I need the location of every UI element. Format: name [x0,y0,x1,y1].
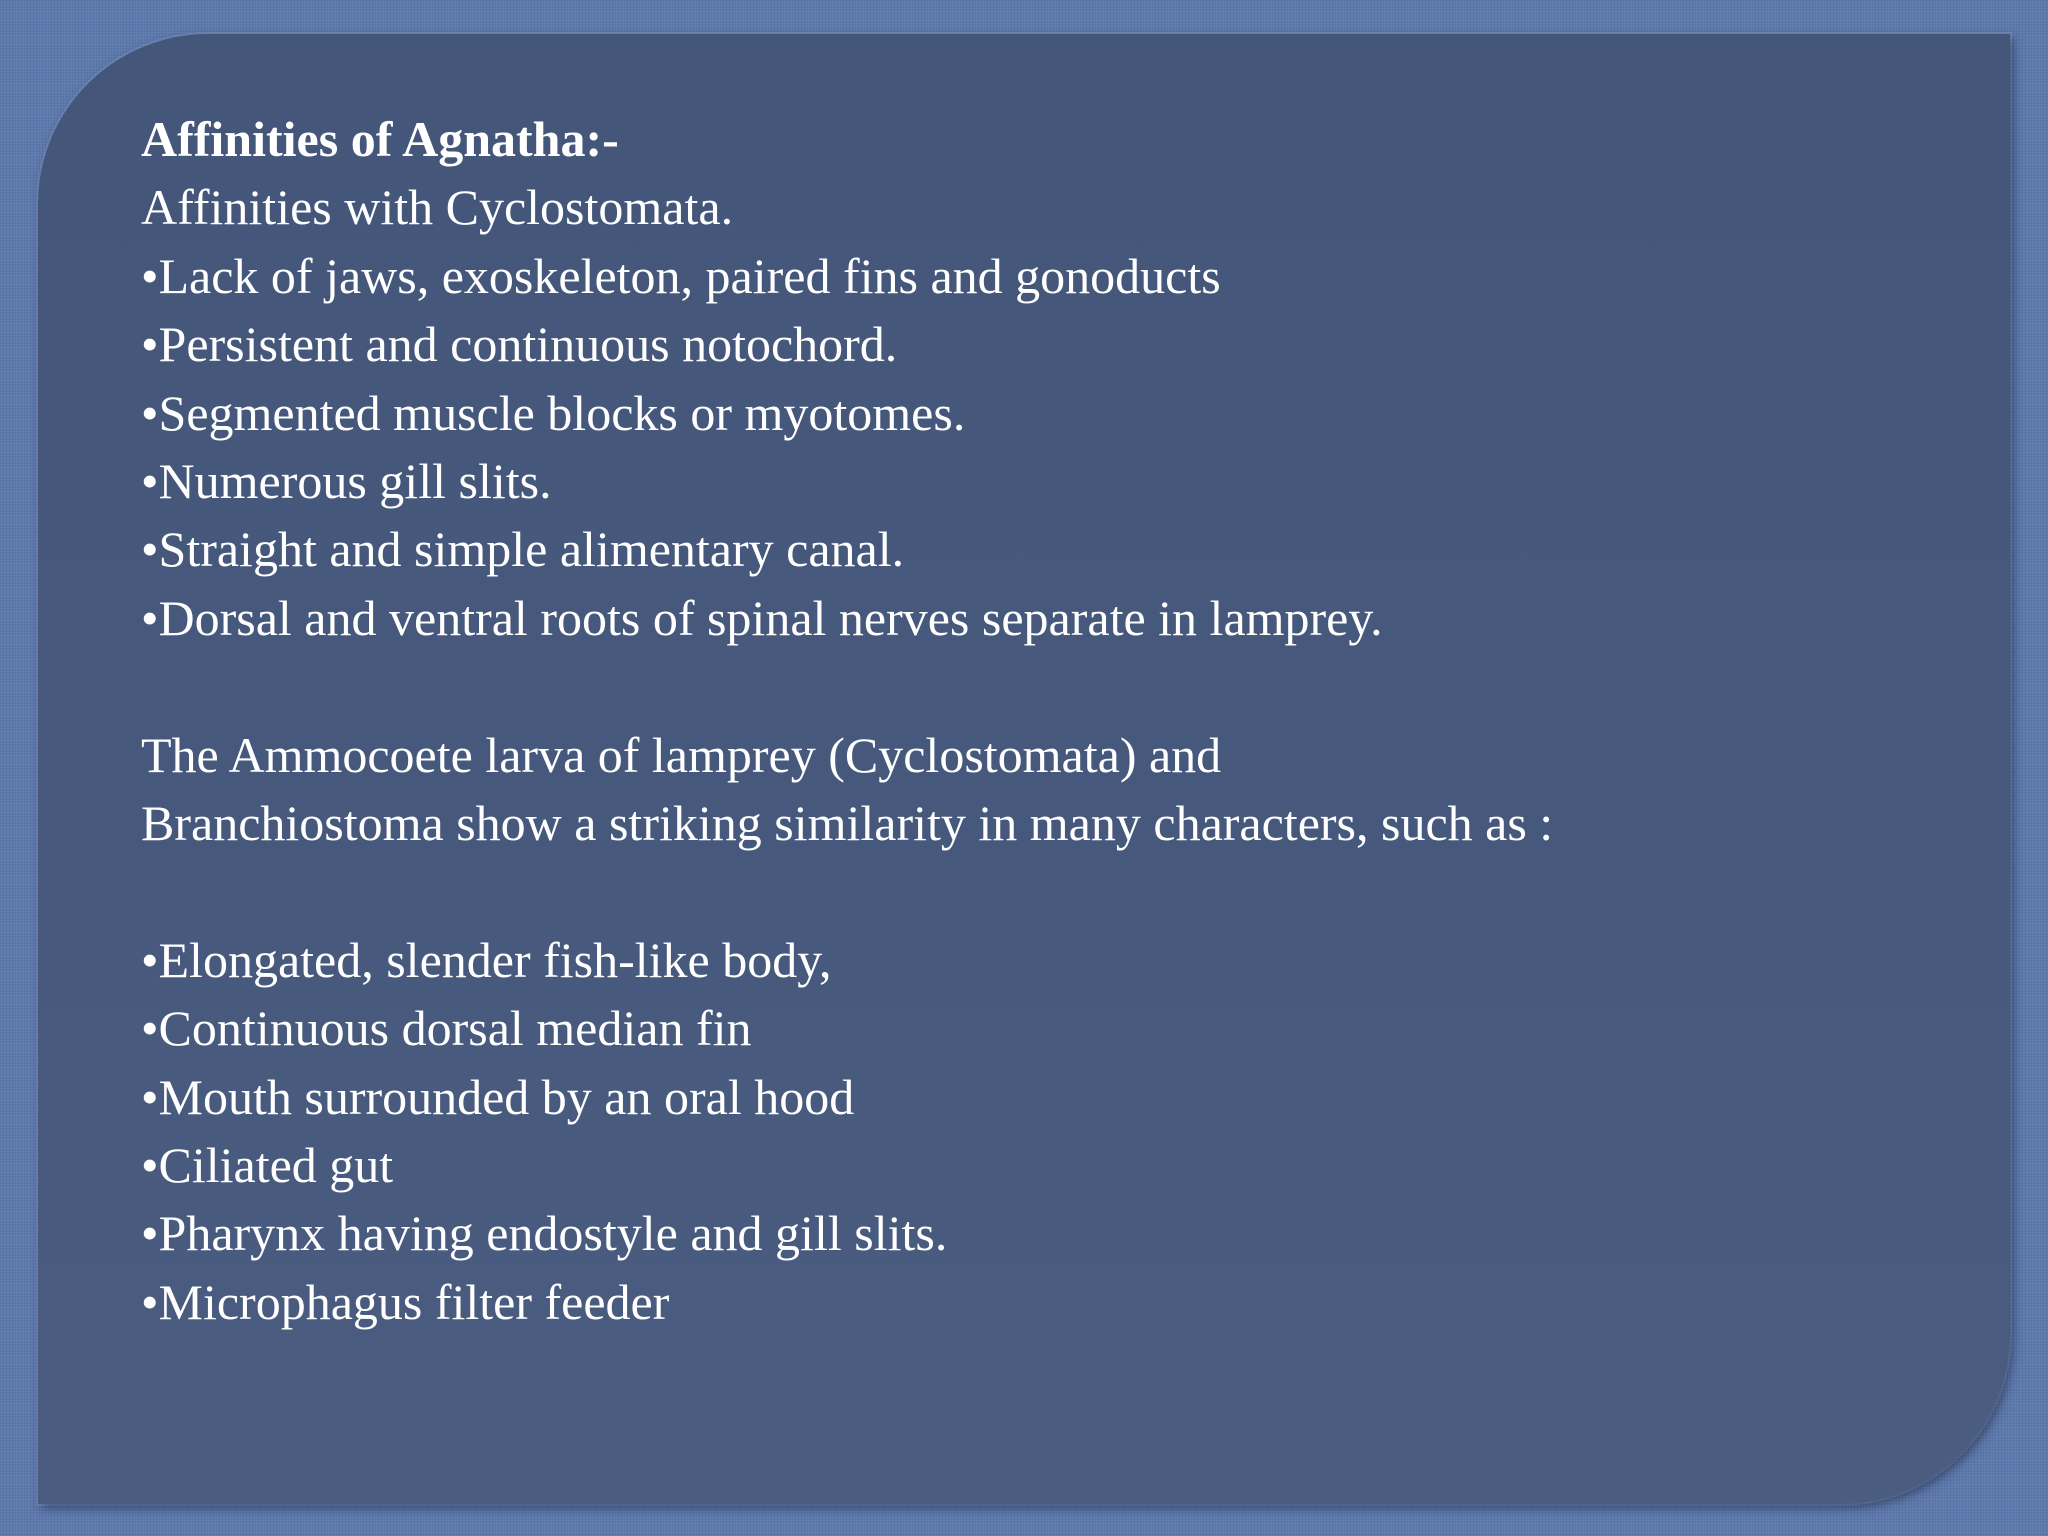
bullet-item: •Mouth surrounded by an oral hood [141,1068,855,1125]
paragraph-spacer [141,652,1961,720]
bullet-item: •Straight and simple alimentary canal. [141,521,905,578]
cyclostomata-bullet-list [141,242,1961,652]
paragraph-spacer [141,857,1961,925]
bullet-item: •Lack of jaws, exoskeleton, paired fins and gonoducts [141,247,1221,304]
bullet-item: •Segmented muscle blocks or myotomes. [141,384,966,441]
similarity-bullet-list [141,926,1961,1336]
bullet-item: •Continuous dorsal median fin [141,1000,752,1057]
paragraph-line: Branchiostoma show a striking similarity in many characters, such as : [141,795,1554,852]
ammocoete-paragraph [141,721,1961,858]
bullet-item: •Dorsal and ventral roots of spinal nerves separate in lamprey. [141,589,1383,646]
bullet-item: •Persistent and continuous notochord. [141,316,898,373]
slide-text-body [141,105,1961,1336]
bullet-item: •Numerous gill slits. [141,453,552,510]
slide-subheading: Affinities with Cyclostomata. [141,179,734,236]
bullet-item: •Pharynx having endostyle and gill slits. [141,1205,948,1262]
slide-heading: Affinities of Agnatha:- [141,111,619,167]
bullet-item: •Microphagus filter feeder [141,1273,670,1330]
bullet-item: •Ciliated gut [141,1137,394,1194]
paragraph-line: The Ammocoete larva of lamprey (Cyclostomata) and [141,726,1222,783]
bullet-item: •Elongated, slender fish-like body, [141,931,832,988]
